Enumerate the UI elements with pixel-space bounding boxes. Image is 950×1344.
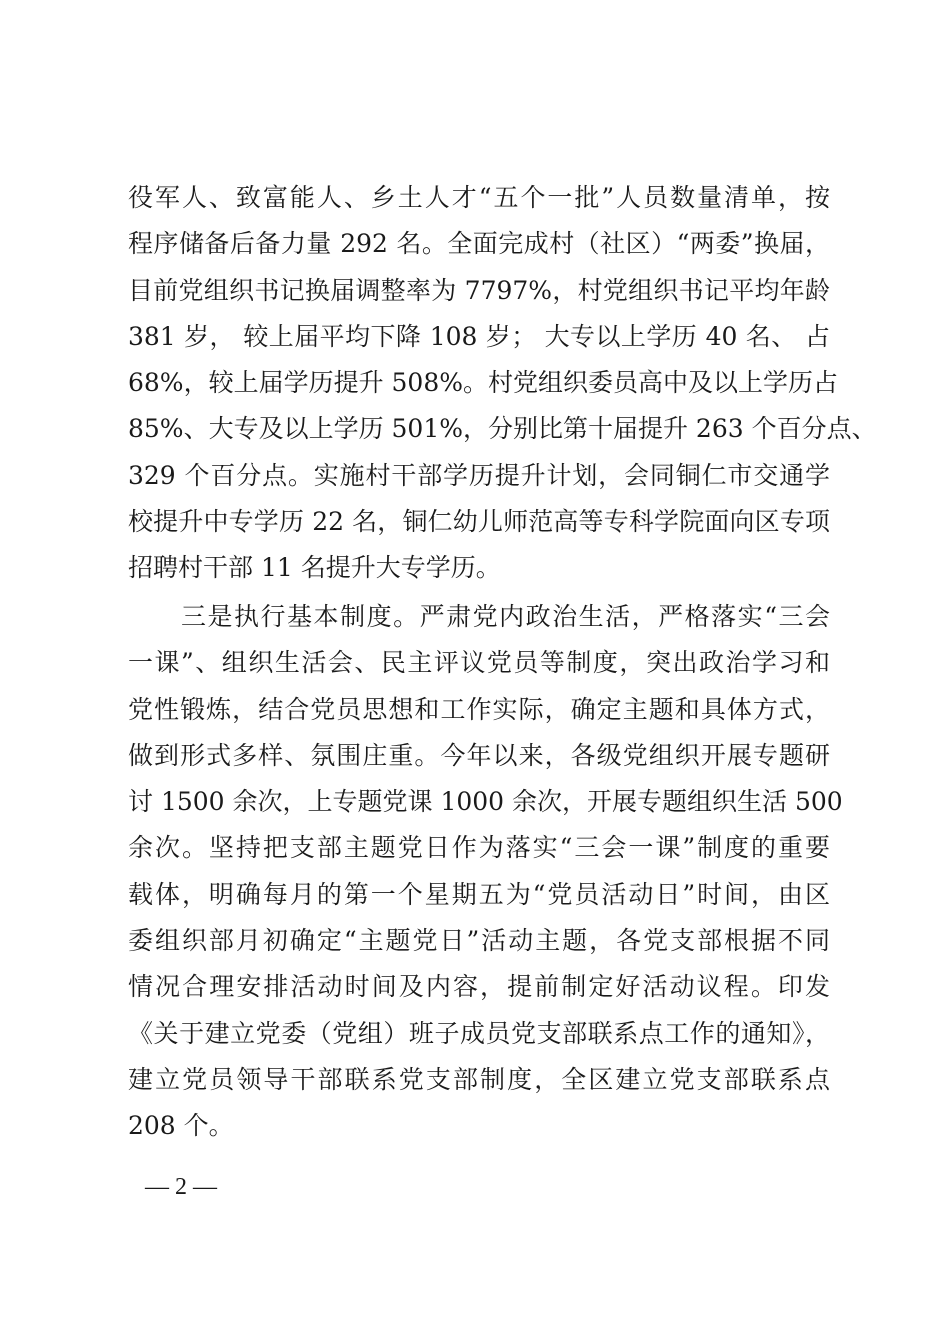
text-line: 校提升中专学历 22 名，铜仁幼儿师范高等专科学院面向区专项 — [128, 507, 830, 537]
text-line: 《关于建立党委（党组）班子成员党支部联系点工作的通知》， — [128, 1018, 830, 1048]
text-line: 三是执行基本制度。严肃党内政治生活，严格落实“三会 — [128, 602, 830, 631]
text-line: 余次。坚持把支部主题党日作为落实“三会一课”制度的重要 — [128, 833, 830, 863]
text-line: 做到形式多样、氛围庄重。今年以来，各级党组织开展专题研 — [128, 740, 830, 770]
paragraph-cadre-statistics — [128, 175, 877, 592]
text-line: 一课”、组织生活会、民主评议党员等制度，突出政治学习和 — [128, 648, 830, 678]
text-line: 85%、大专及以上学历 501%，分别比第十届提升 263 个百分点、 — [128, 414, 877, 444]
text-line: 招聘村干部 11 名提升大专学历。 — [128, 553, 501, 583]
paragraph-basic-system — [128, 594, 843, 1150]
page-number: — 2 — — [145, 1174, 217, 1200]
text-line: 目前党组织书记换届调整率为 7797%，村党组织书记平均年龄 — [128, 275, 830, 305]
text-line: 68%，较上届学历提升 508%。村党组织委员高中及以上学历占 — [128, 368, 838, 398]
text-line: 208 个。 — [128, 1111, 234, 1141]
text-line: 建立党员领导干部联系党支部制度，全区建立党支部联系点 — [128, 1064, 830, 1094]
text-line: 情况合理安排活动时间及内容，提前制定好活动议程。印发 — [128, 972, 830, 1002]
text-line: 381 岁， 较上届平均下降 108 岁； 大专以上学历 40 名、 占 — [128, 321, 830, 351]
text-line: 委组织部月初确定“主题党日”活动主题，各党支部根据不同 — [128, 926, 830, 956]
text-line: 程序储备后备力量 292 名。全面完成村（社区）“两委”换届， — [128, 229, 830, 259]
text-line: 役军人、致富能人、乡土人才“五个一批”人员数量清单，按 — [128, 183, 830, 212]
text-line: 讨 1500 余次，上专题党课 1000 余次，开展专题组织生活 500 — [128, 787, 843, 817]
text-line: 党性锻炼，结合党员思想和工作实际，确定主题和具体方式， — [128, 694, 830, 724]
text-line: 载体，明确每月的第一个星期五为“党员活动日”时间，由区 — [128, 879, 830, 909]
text-line: 329 个百分点。实施村干部学历提升计划，会同铜仁市交通学 — [128, 460, 830, 490]
